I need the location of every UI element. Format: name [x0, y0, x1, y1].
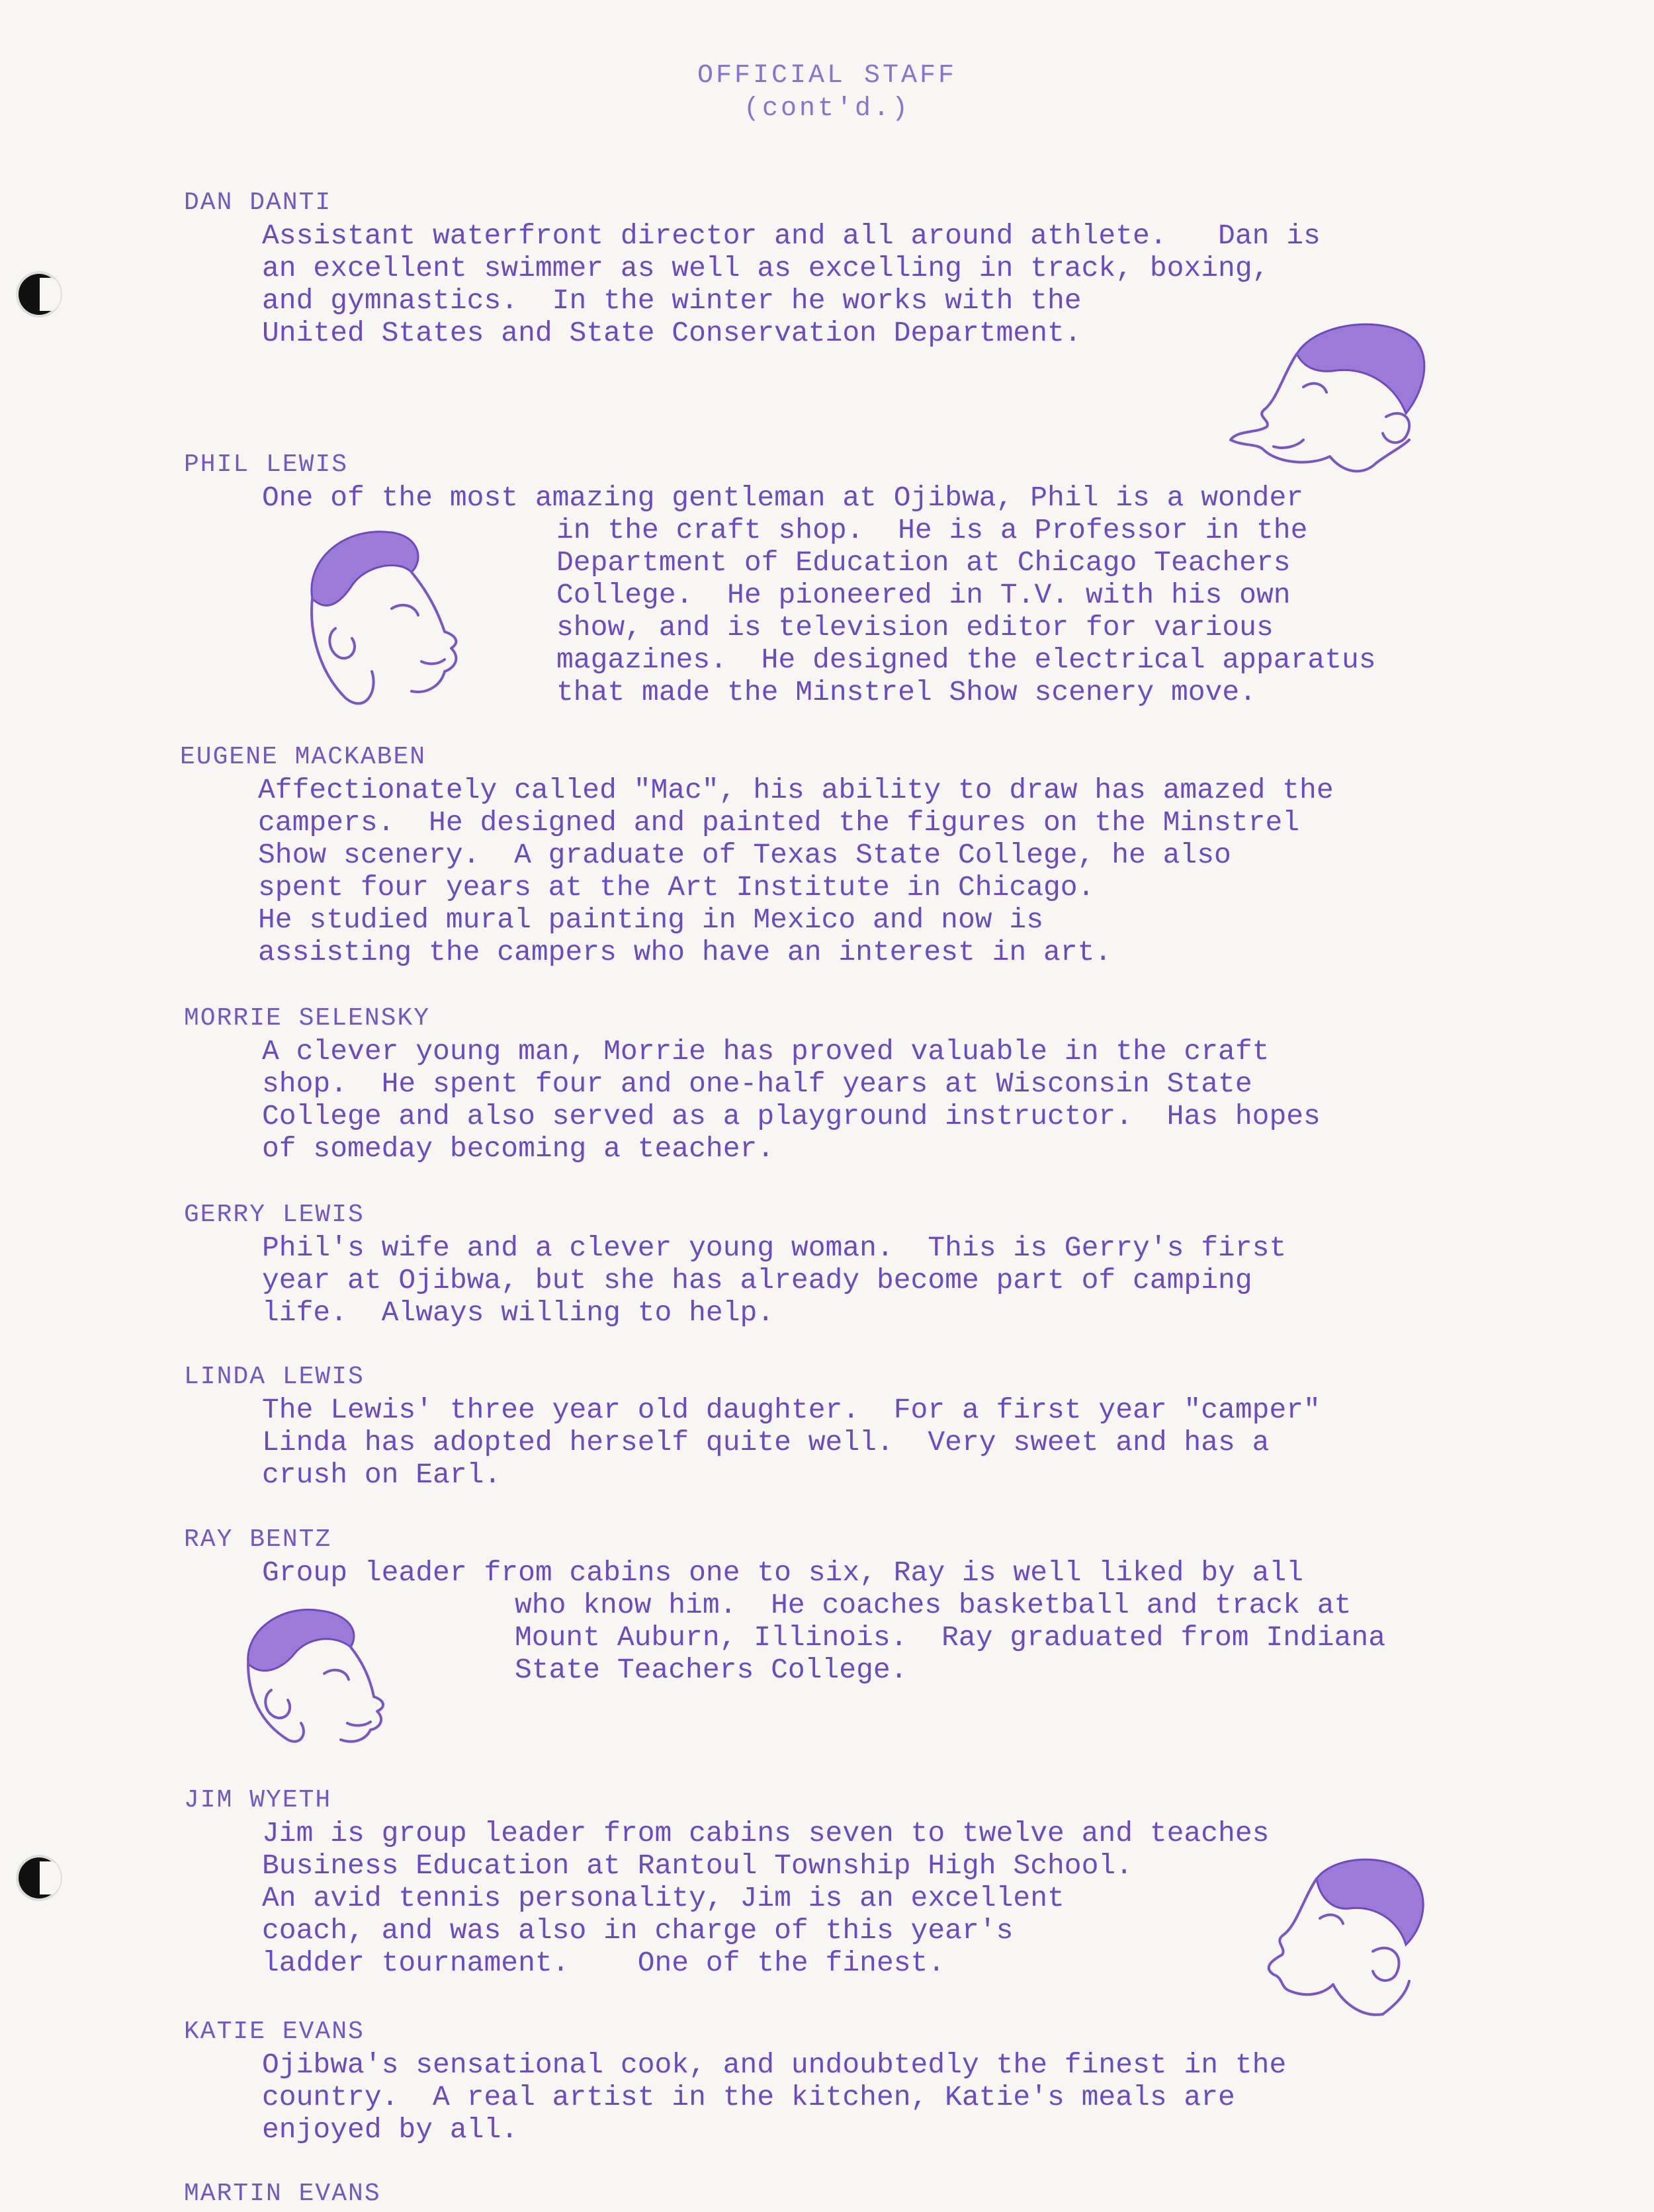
- caricature-phil-lewis: [286, 519, 478, 718]
- description-line: United States and State Conservation Department.: [262, 317, 1082, 349]
- description-line: who know him. He coaches basketball and track at: [515, 1589, 1352, 1621]
- description-line: of someday becoming a teacher.: [262, 1132, 775, 1165]
- staff-entry-gerry-lewis: [184, 1199, 1534, 1329]
- description-line: Linda has adopted herself quite well. Very sweet and has a: [262, 1426, 1270, 1459]
- staff-name: JIM WYETH: [184, 1786, 332, 1814]
- description-line: State Teachers College.: [515, 1654, 908, 1686]
- staff-entry-eugene-mackaben: [180, 741, 1530, 968]
- description-line: year at Ojibwa, but she has already become part of camping: [262, 1264, 1252, 1297]
- description-line: magazines. He designed the electrical apparatus: [556, 644, 1376, 676]
- description-line: One of the most amazing gentleman at Ojibwa, Phil is a wonder: [262, 482, 1304, 514]
- staff-entry-martin-evans: [184, 2178, 1534, 2211]
- description-line: Group leader from cabins one to six, Ray is well liked by all: [262, 1556, 1304, 1589]
- description-line: that made the Minstrel Show scenery move.: [556, 676, 1256, 708]
- staff-description: [184, 1394, 1534, 1491]
- staff-description: [184, 1232, 1534, 1329]
- description-line: Affectionately called "Mac", his ability to draw has amazed the: [258, 774, 1334, 806]
- description-line: An avid tennis personality, Jim is an excellent: [262, 1882, 1065, 1914]
- page-title: OFFICIAL STAFF: [697, 61, 957, 91]
- staff-description: [184, 2049, 1534, 2146]
- staff-entry-morrie-selensky: [184, 1002, 1534, 1165]
- description-line: Mount Auburn, Illinois. Ray graduated from Indiana: [515, 1621, 1386, 1654]
- description-line: in the craft shop. He is a Professor in the: [556, 514, 1308, 546]
- staff-name: DAN DANTI: [184, 189, 332, 217]
- description-line: Show scenery. A graduate of Texas State College, he also: [258, 839, 1231, 871]
- staff-name: PHIL LEWIS: [184, 450, 349, 479]
- description-line: coach, and was also in charge of this year's: [262, 1914, 1014, 1947]
- description-line: College and also served as a playground instructor. Has hopes: [262, 1100, 1321, 1132]
- caricature-jim-wyeth: [1244, 1846, 1436, 2037]
- description-line: crush on Earl.: [262, 1459, 501, 1491]
- staff-name: MARTIN EVANS: [184, 2180, 381, 2208]
- caricature-dan-danti: [1217, 314, 1442, 480]
- description-line: life. Always willing to help.: [262, 1297, 775, 1329]
- description-line: College. He pioneered in T.V. with his own: [556, 579, 1291, 611]
- description-line: The Lewis' three year old daughter. For a first year "camper": [262, 1394, 1321, 1426]
- description-line: Assistant waterfront director and all around athlete. Dan is: [262, 220, 1321, 252]
- description-line: Jim is group leader from cabins seven to twelve and teaches: [262, 1817, 1270, 1850]
- description-line: He studied mural painting in Mexico and now is: [258, 904, 1043, 936]
- description-line: Ojibwa's sensational cook, and undoubtedly the finest in the: [262, 2049, 1287, 2081]
- description-line: enjoyed by all.: [262, 2113, 519, 2146]
- description-line: show, and is television editor for various: [556, 611, 1274, 644]
- description-line: country. A real artist in the kitchen, Katie's meals are: [262, 2081, 1235, 2113]
- staff-entry-linda-lewis: [184, 1361, 1534, 1491]
- staff-name: EUGENE MACKABEN: [180, 743, 427, 771]
- caricature-ray-bentz: [235, 1597, 394, 1750]
- description-line: shop. He spent four and one-half years at Wisconsin State: [262, 1068, 1252, 1100]
- staff-description: [180, 774, 1530, 968]
- staff-name: MORRIE SELENSKY: [184, 1004, 431, 1033]
- punch-hole-bottom: [19, 1857, 60, 1898]
- description-line: an excellent swimmer as well as excelling in track, boxing,: [262, 252, 1270, 284]
- staff-name: GERRY LEWIS: [184, 1201, 365, 1229]
- description-line: A clever young man, Morrie has proved valuable in the craft: [262, 1035, 1270, 1068]
- page-subtitle: (cont'd.): [743, 94, 911, 124]
- description-line: spent four years at the Art Institute in Chicago.: [258, 871, 1095, 904]
- description-line: Phil's wife and a clever young woman. This is Gerry's first: [262, 1232, 1287, 1264]
- description-line: Department of Education at Chicago Teachers: [556, 546, 1291, 579]
- description-line: campers. He designed and painted the figures on the Minstrel: [258, 806, 1300, 839]
- punch-hole-top: [19, 274, 60, 315]
- description-line: Business Education at Rantoul Township High School.: [262, 1850, 1133, 1882]
- description-line: ladder tournament. One of the finest.: [262, 1947, 945, 1979]
- description-line: assisting the campers who have an interest in art.: [258, 936, 1112, 968]
- description-line: and gymnastics. In the winter he works with the: [262, 284, 1082, 317]
- staff-description: [184, 1035, 1534, 1165]
- staff-name: RAY BENTZ: [184, 1525, 332, 1554]
- staff-name: KATIE EVANS: [184, 2018, 365, 2046]
- staff-name: LINDA LEWIS: [184, 1363, 365, 1391]
